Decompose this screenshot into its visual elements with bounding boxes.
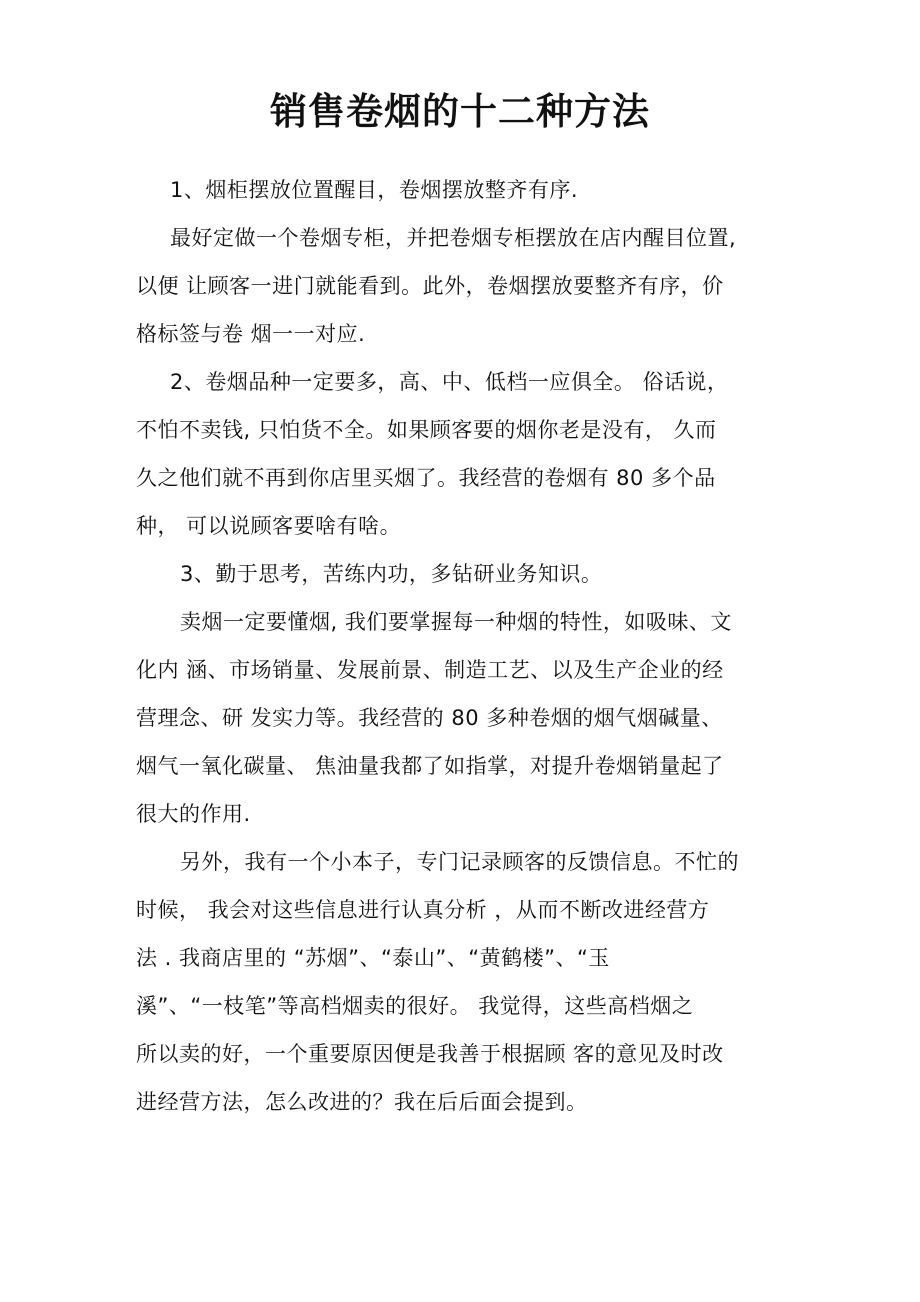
text-line-18: 溪”、“一枝笔”等高档烟卖的很好。 我觉得，这些高档烟之 — [136, 994, 694, 1018]
text-line-1: 1、烟柜摆放位置醒目，卷烟摆放整齐有序. — [170, 178, 579, 202]
text-line-19: 所以卖的好，一个重要原因便是我善于根据顾 客的意见及时改 — [136, 1042, 724, 1066]
text-line-5: 2、卷烟品种一定要多，高、中、低档一应俱全。 俗话说， — [170, 370, 729, 394]
document-title: 销售卷烟的十二种方法 — [270, 90, 650, 133]
text-line-14: 很大的作用. — [136, 802, 251, 826]
text-line-4: 格标签与卷 烟一一对应. — [136, 322, 366, 346]
text-line-15: 另外，我有一个小本子，专门记录顾客的反馈信息。不忙的 — [180, 850, 739, 874]
text-line-20: 进经营方法，怎么改进的？我在后后面会提到。 — [136, 1090, 588, 1114]
text-line-2: 最好定做一个卷烟专柜，并把卷烟专柜摆放在店内醒目位置, — [170, 226, 737, 250]
text-line-9: 3、勤于思考，苦练内功，多钻研业务知识。 — [180, 562, 603, 586]
text-line-11: 化内 涵、市场销量、发展前景、制造工艺、以及生产企业的经 — [136, 658, 724, 682]
text-line-16: 时候， 我会对这些信息进行认真分析 ，从而不断改进经营方 — [136, 898, 710, 922]
text-line-17: 法 . 我商店里的 “苏烟”、“泰山”、“黄鹤楼”、“玉 — [136, 946, 610, 970]
text-line-8: 种， 可以说顾客要啥有啥。 — [136, 514, 402, 538]
text-line-3: 以便 让顾客一进门就能看到。此外，卷烟摆放要整齐有序，价 — [136, 274, 724, 298]
text-line-6: 不怕不卖钱, 只怕货不全。如果顾客要的烟你老是没有， 久而 — [136, 418, 717, 442]
text-line-7: 久之他们就不再到你店里买烟了。我经营的卷烟有 80 多个品 — [136, 466, 716, 490]
text-line-13: 烟气一氧化碳量、 焦油量我都了如指掌，对提升卷烟销量起了 — [136, 754, 724, 778]
text-line-12: 营理念、研 发实力等。我经营的 80 多种卷烟的烟气烟碱量、 — [136, 706, 723, 730]
text-line-10: 卖烟一定要懂烟, 我们要掌握每一种烟的特性，如吸味、文 — [180, 610, 732, 634]
